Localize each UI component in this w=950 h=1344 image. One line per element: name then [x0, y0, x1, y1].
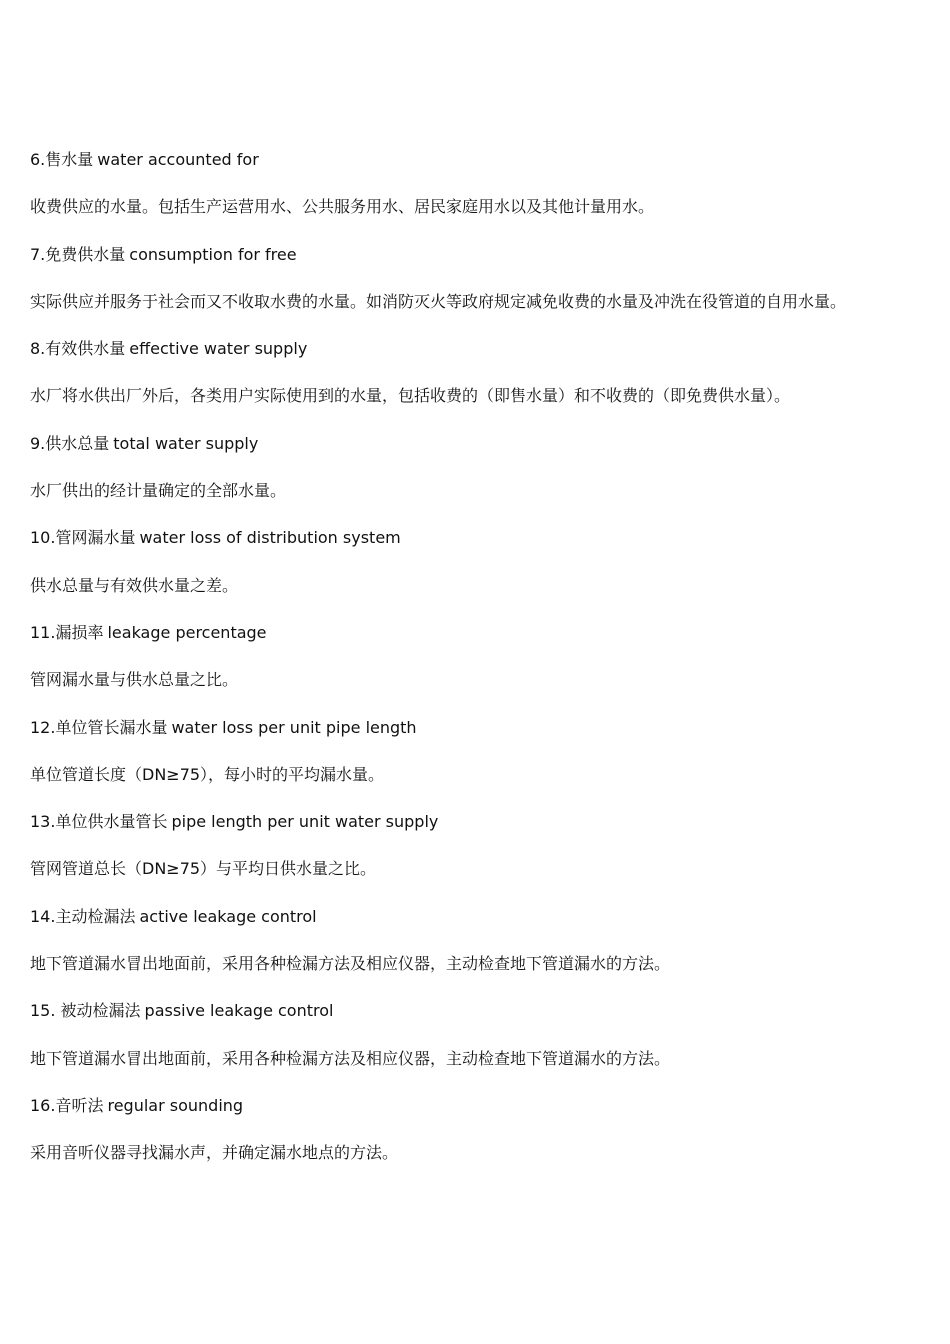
- entry-6: [30, 148, 930, 218]
- term-number: 12.: [30, 717, 56, 737]
- term-number: 10.: [30, 528, 56, 548]
- document-body: [30, 148, 930, 1189]
- entry-10: [30, 526, 930, 596]
- term-number: 15.: [30, 1001, 61, 1021]
- term-english: water loss of distribution system: [139, 528, 401, 548]
- term-definition: 单位管道长度（DN≥75），每小时的平均漏水量。: [30, 764, 385, 784]
- term-chinese: 单位供水量管长: [55, 812, 168, 832]
- term-chinese: 有效供水量: [45, 339, 126, 359]
- term-english: regular sounding: [107, 1095, 244, 1115]
- term-number: 13.: [30, 812, 56, 832]
- term-chinese: 售水量: [45, 150, 94, 169]
- term-heading: [30, 621, 930, 644]
- term-english: active leakage control: [139, 906, 317, 926]
- entry-12: [30, 716, 930, 786]
- term-english: effective water supply: [129, 339, 308, 359]
- term-definition: 供水总量与有效供水量之差。: [30, 575, 239, 595]
- term-heading: [30, 999, 930, 1022]
- term-definition: 水厂将水供出厂外后，各类用户实际使用到的水量，包括收费的（即售水量）和不收费的（即免费供水量）。: [30, 386, 791, 406]
- term-chinese: 单位管长漏水量: [55, 717, 168, 737]
- term-definition: 管网漏水量与供水总量之比。: [30, 670, 239, 690]
- term-heading: [30, 337, 930, 360]
- term-number: 8.: [30, 339, 46, 359]
- term-definition: 地下管道漏水冒出地面前，采用各种检漏方法及相应仪器，主动检查地下管道漏水的方法。: [30, 954, 671, 974]
- term-definition: 地下管道漏水冒出地面前，采用各种检漏方法及相应仪器，主动检查地下管道漏水的方法。: [30, 1048, 671, 1068]
- term-chinese: 免费供水量: [45, 244, 126, 264]
- entry-11: [30, 621, 930, 691]
- entry-14: [30, 905, 930, 975]
- entry-15: [30, 999, 930, 1069]
- term-heading: [30, 432, 930, 455]
- term-heading: [30, 526, 930, 549]
- term-heading: [30, 716, 930, 739]
- entry-9: [30, 432, 930, 502]
- term-chinese: 漏损率: [55, 622, 104, 642]
- term-definition: 水厂供出的经计量确定的全部水量。: [30, 481, 287, 501]
- term-number: 16.: [30, 1095, 56, 1115]
- term-definition: 采用音听仪器寻找漏水声，并确定漏水地点的方法。: [30, 1143, 399, 1163]
- term-heading: [30, 905, 930, 928]
- term-chinese: 音听法: [55, 1095, 104, 1115]
- term-heading: [30, 148, 930, 171]
- term-english: water loss per unit pipe length: [171, 717, 417, 737]
- entry-7: [30, 243, 930, 313]
- term-chinese: 被动检漏法: [60, 1001, 141, 1021]
- term-number: 9.: [30, 433, 46, 453]
- term-definition: 实际供应并服务于社会而又不收取水费的水量。如消防灭火等政府规定减免收费的水量及冲洗在役管道的自用水量。: [30, 291, 847, 311]
- term-number: 14.: [30, 906, 56, 926]
- term-heading: [30, 810, 930, 833]
- term-number: 6.: [30, 150, 46, 169]
- term-definition: 管网管道总长（DN≥75）与平均日供水量之比。: [30, 859, 377, 879]
- term-heading: [30, 1094, 930, 1117]
- term-english: leakage percentage: [107, 622, 267, 642]
- term-number: 7.: [30, 244, 46, 264]
- term-chinese: 主动检漏法: [55, 906, 136, 926]
- entry-16: [30, 1094, 930, 1164]
- entry-13: [30, 810, 930, 880]
- entry-8: [30, 337, 930, 407]
- term-heading: [30, 243, 930, 266]
- term-english: consumption for free: [129, 244, 297, 264]
- term-definition: 收费供应的水量。包括生产运营用水、公共服务用水、居民家庭用水以及其他计量用水。: [30, 197, 655, 217]
- term-english: total water supply: [113, 433, 259, 453]
- term-english: passive leakage control: [144, 1001, 334, 1021]
- term-number: 11.: [30, 622, 56, 642]
- term-english: water accounted for: [97, 150, 259, 169]
- term-english: pipe length per unit water supply: [171, 812, 439, 832]
- term-chinese: 管网漏水量: [55, 528, 136, 548]
- term-chinese: 供水总量: [45, 433, 110, 453]
